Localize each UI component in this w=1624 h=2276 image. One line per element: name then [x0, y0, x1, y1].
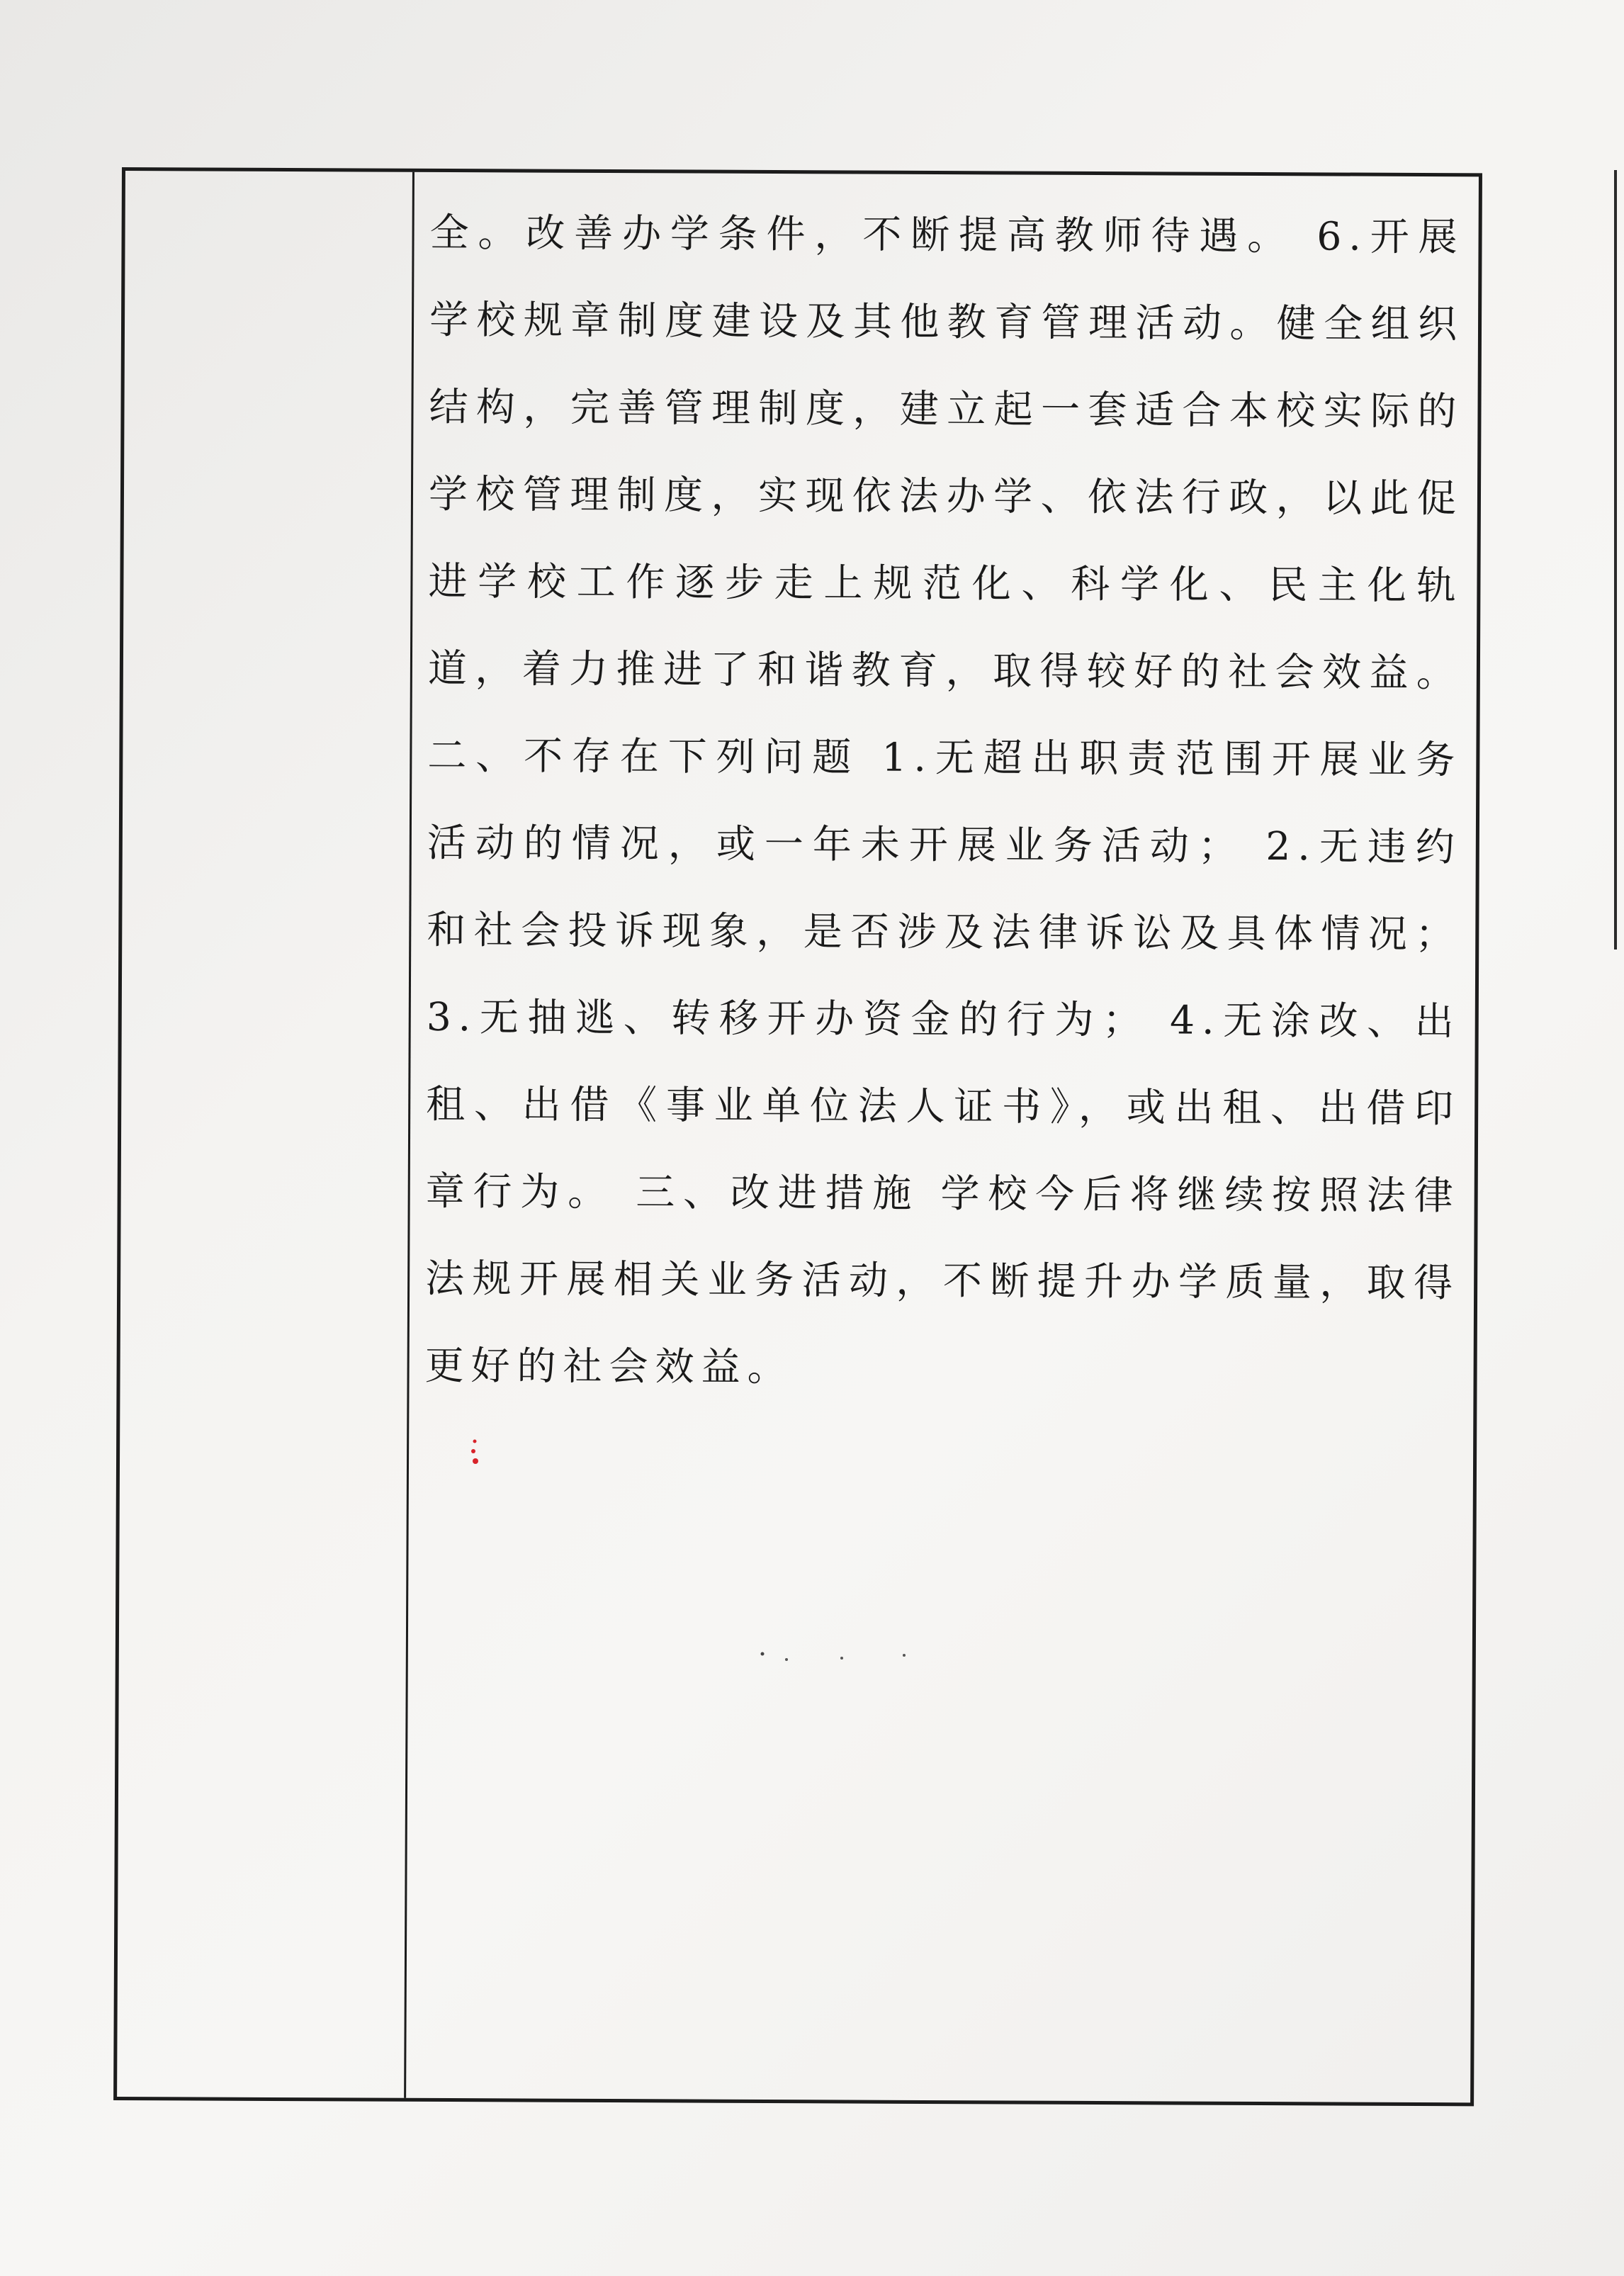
form-table — [113, 167, 1482, 2106]
left-label-cell — [117, 171, 415, 2098]
body-paragraph: 全。改善办学条件，不断提高教师待遇。 6.开展学校规章制度建设及其他教育管理活动。健全组织结构，完善管理制度，建立起一套适合本校实际的学校管理制度，实现依法办学、依法行政，以此促进学校工作逐步走上规范化、科学化、民主化轨道，着力推进了和谐教育，取得较好的社会效益。 二、不存在下列问题 1.无超出职责范围开展业务活动的情况，或一年未开展业务活动； 2.无违约和社会投诉现象，是否涉及法律诉讼及具体情况； 3.无抽逃、转移开办资金的行为； 4.无涂改、出租、出借《事业单位法人证书》，或出租、出借印章行为。 三、改进措施 学校今后将继续按照法律法规开展相关业务活动，不断提升办学质量，取得更好的社会效益。 — [424, 209, 1465, 1390]
next-page-edge — [1614, 170, 1617, 950]
ink-specks — [757, 1650, 913, 1664]
content-cell — [406, 172, 1479, 2103]
red-ink-mark — [469, 1438, 479, 1467]
